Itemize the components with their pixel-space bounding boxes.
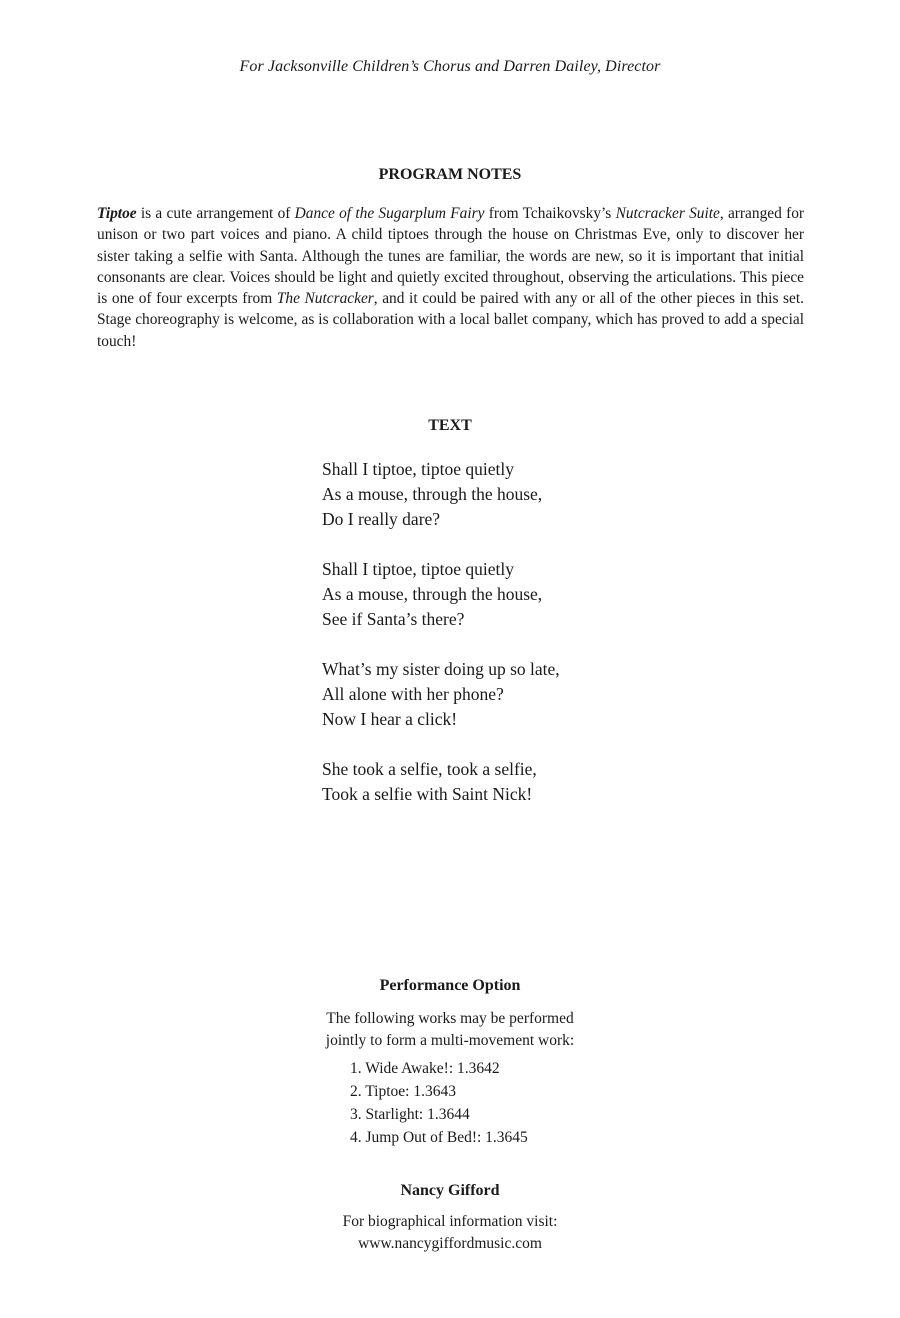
stanza-3 xyxy=(322,657,560,732)
composer-bio xyxy=(0,1211,900,1255)
lyrics xyxy=(322,457,560,832)
lyric-line: Shall I tiptoe, tiptoe quietly xyxy=(322,559,514,579)
lyric-line: Shall I tiptoe, tiptoe quietly xyxy=(322,459,514,479)
lyric-line: As a mouse, through the house, xyxy=(322,584,543,604)
lyric-line: Took a selfie with Saint Nick! xyxy=(322,784,533,804)
program-notes-paragraph xyxy=(97,203,804,352)
notes-text: is a cute arrangement of xyxy=(136,205,295,222)
lyric-line: She took a selfie, took a selfie, xyxy=(322,759,537,779)
lyric-line: Now I hear a click! xyxy=(322,709,458,729)
bio-label: For biographical information visit: xyxy=(342,1213,558,1230)
piece-reference: Dance of the Sugarplum Fairy xyxy=(294,205,485,222)
stanza-4 xyxy=(322,757,560,807)
performance-option-description xyxy=(0,1008,900,1051)
lyric-line: Do I really dare? xyxy=(322,509,441,529)
title-reference: Tiptoe xyxy=(97,205,137,222)
lyric-line: See if Santa’s there? xyxy=(322,609,465,629)
dedication: For Jacksonville Children’s Chorus and Darren Dailey, Director xyxy=(239,58,661,75)
composer-name: Nancy Gifford xyxy=(400,1182,500,1199)
stanza-1 xyxy=(322,457,560,532)
stanza-2 xyxy=(322,557,560,632)
lyric-line: As a mouse, through the house, xyxy=(322,484,543,504)
program-notes-heading: PROGRAM NOTES xyxy=(378,166,522,183)
performance-option-title: Performance Option xyxy=(379,977,521,994)
text-heading: TEXT xyxy=(428,417,472,434)
description-line: jointly to form a multi-movement work: xyxy=(325,1031,575,1049)
notes-text: , arranged for unison or two part voices and piano. A child tiptoes through the house on Christmas Eve, only to discover her sister taking a selfie with Santa. Although the tunes are familiar, the words are new, so it is important that initial consonants are clear. Voices should be light and quietly excited throughout, observing the articulations. This piece is one of four excerpts from xyxy=(97,205,805,308)
website-link[interactable]: www.nancygiffordmusic.com xyxy=(358,1235,542,1252)
description-line: The following works may be performed xyxy=(326,1010,574,1027)
notes-text: , and it could be paired with any or all of the other pieces in this set. Stage choreography is welcome, as is collaboration with a local ballet company, which has proved to add a special touch! xyxy=(97,290,805,350)
list-item: 3. Starlight: 1.3644 xyxy=(350,1106,470,1123)
list-item: 2. Tiptoe: 1.3643 xyxy=(350,1083,456,1100)
works-list xyxy=(350,1057,528,1149)
list-item: 1. Wide Awake!: 1.3642 xyxy=(350,1060,500,1077)
notes-text: from Tchaikovsky’s xyxy=(484,205,616,222)
list-item: 4. Jump Out of Bed!: 1.3645 xyxy=(350,1129,528,1146)
ballet-reference: The Nutcracker xyxy=(276,290,374,308)
lyric-line: All alone with her phone? xyxy=(322,684,504,704)
lyric-line: What’s my sister doing up so late, xyxy=(322,659,560,679)
suite-reference: Nutcracker Suite xyxy=(615,205,720,222)
